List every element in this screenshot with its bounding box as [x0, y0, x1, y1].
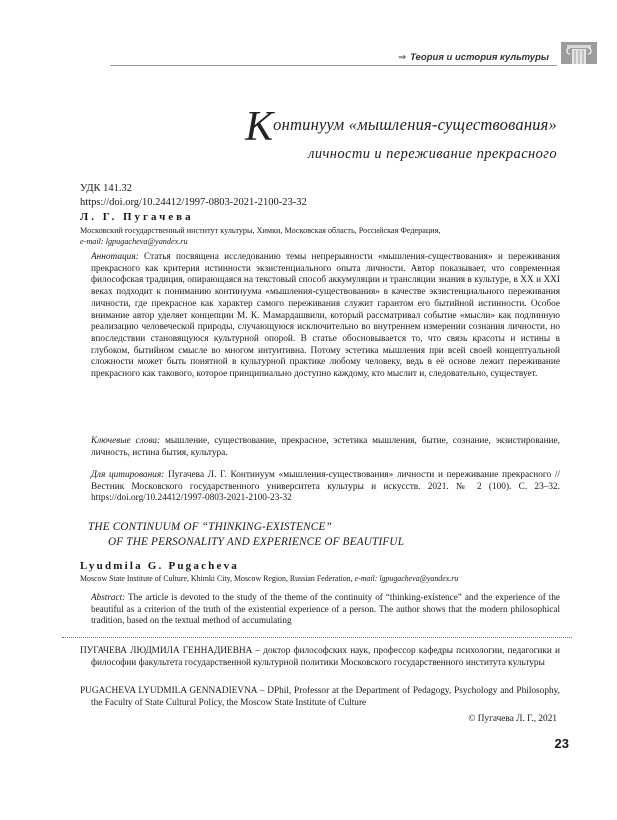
- abstract-label: Аннотация:: [91, 252, 139, 262]
- author-block: [80, 211, 560, 247]
- doi-link[interactable]: https://doi.org/10.24412/1997-0803-2021-2100-23-32: [80, 197, 307, 208]
- section-title: Теория и история культуры: [410, 52, 549, 63]
- abstract: [91, 252, 560, 381]
- english-abstract: [91, 592, 560, 627]
- udc-code: УДК 141.32: [80, 183, 133, 194]
- english-affiliation: [80, 574, 458, 583]
- english-title: [88, 520, 404, 550]
- abstract-text: Статья посвящена исследованию темы непрерывности «мышления-существования» и переживания прекрасного как критерия истинности экзистенциального опыта личности. Автор показывает, что современная философская традиция, опирающаяся на текстовый способ аккумуляции и трансляции знания в культуре, в XX и XXI веках подходит к пониманию континуума «мышления-существования» в качестве экзистенциального переживания личности, где прекрасное как характер самого переживания служит гарантом его бытийной истинности. Особое внимание автор уделяет концепции М. К. Мамардашвили, который рассматривал событие «мысли» как подлинную реализацию человеческой природы, случающуюся исключительно во внутреннем измерении сознания личности, но впоследствии становящуюся культурной опорой. В статье обосновывается то, что связь красоты и истины в глубоком, бытийном смысле во многом интуитивна. Потому эстетика мышления при всей своей концептуальной сложности может быть понятной в культурной практике любому человеку, ведь в её основе лежит переживание прекрасного как такового, которое принципиально доступно каждому, кто мыслит и, следовательно, существует.: [91, 252, 560, 380]
- column-logo-icon: [561, 38, 597, 68]
- author-name: Л. Г. Пугачева: [80, 211, 194, 223]
- citation-text: Пугачева Л. Г. Континуум «мышления-существования» личности и переживание прекрасного // Вестник Московского государственного университета культуры и искусств. 2021. № 2 (100). С. 23–32. https://doi.org/10.24412/1997-0803-2021-2100-23-32: [91, 470, 560, 504]
- english-affiliation-text: Moscow State Institute of Culture, Khimki City, Moscow Region, Russian Federation,: [80, 574, 353, 583]
- title-initial: К: [245, 104, 274, 150]
- english-author-name: Lyudmila G. Pugacheva: [80, 560, 239, 572]
- author-email[interactable]: e-mail: lgpugacheva@yandex.ru: [80, 237, 188, 246]
- running-header: [110, 52, 557, 66]
- title-line-1: [150, 104, 557, 150]
- article-meta: [80, 182, 307, 210]
- author-bio-en: PUGACHEVA LYUDMILA GENNADIEVNA – DPhil, Professor at the Department of Pedagogy, Psychology and Philosophy, the Faculty of State Cultural Policy, the Moscow State Institute of Culture: [80, 686, 560, 708]
- keywords-text: мышление, существование, прекрасное, эстетика мышления, бытие, сознание, экзистирование, личность, истина бытия, культура.: [91, 436, 560, 458]
- citation: [91, 470, 560, 505]
- author-bio-ru: ПУГАЧЕВА ЛЮДМИЛА ГЕННАДИЕВНА – доктор философских наук, профессор кафедры психологии, педагогики и философии факультета государственной культурной политики Московского государственного института культуры: [80, 646, 560, 668]
- affiliation-text: Московский государственный институт культуры, Химки, Московская область, Российская Федерация,: [80, 226, 441, 235]
- english-abstract-label: Abstract:: [91, 592, 126, 602]
- english-title-line-2: OF THE PERSONALITY AND EXPERIENCE OF BEAUTIFUL: [108, 536, 405, 548]
- author-affiliation: [80, 225, 560, 247]
- page-number: 23: [554, 736, 569, 751]
- copyright: © Пугачева Л. Г., 2021: [468, 714, 557, 724]
- citation-label: Для цитирования:: [91, 470, 165, 480]
- arrow-icon: ⇒: [398, 52, 407, 63]
- english-email[interactable]: e-mail: lgpugacheva@yandex.ru: [354, 574, 459, 583]
- title-line-1-text: онтинуум «мышления-существования»: [273, 115, 557, 134]
- english-abstract-text: The article is devoted to the study of the theme of the continuity of “thinking-existence” and the experience of the beautiful as a criterion of the truth of the existential experience of a person. The author shows that the modern philosophical tradition, based on the textual method of accumulating: [91, 592, 560, 626]
- english-title-line-1: THE CONTINUUM OF “THINKING-EXISTENCE”: [88, 521, 332, 533]
- article-title: [150, 104, 557, 163]
- keywords-label: Ключевые слова:: [91, 436, 161, 446]
- title-line-2: личности и переживание прекрасного: [308, 146, 557, 162]
- keywords: [91, 436, 560, 459]
- footnote-divider: [62, 637, 572, 638]
